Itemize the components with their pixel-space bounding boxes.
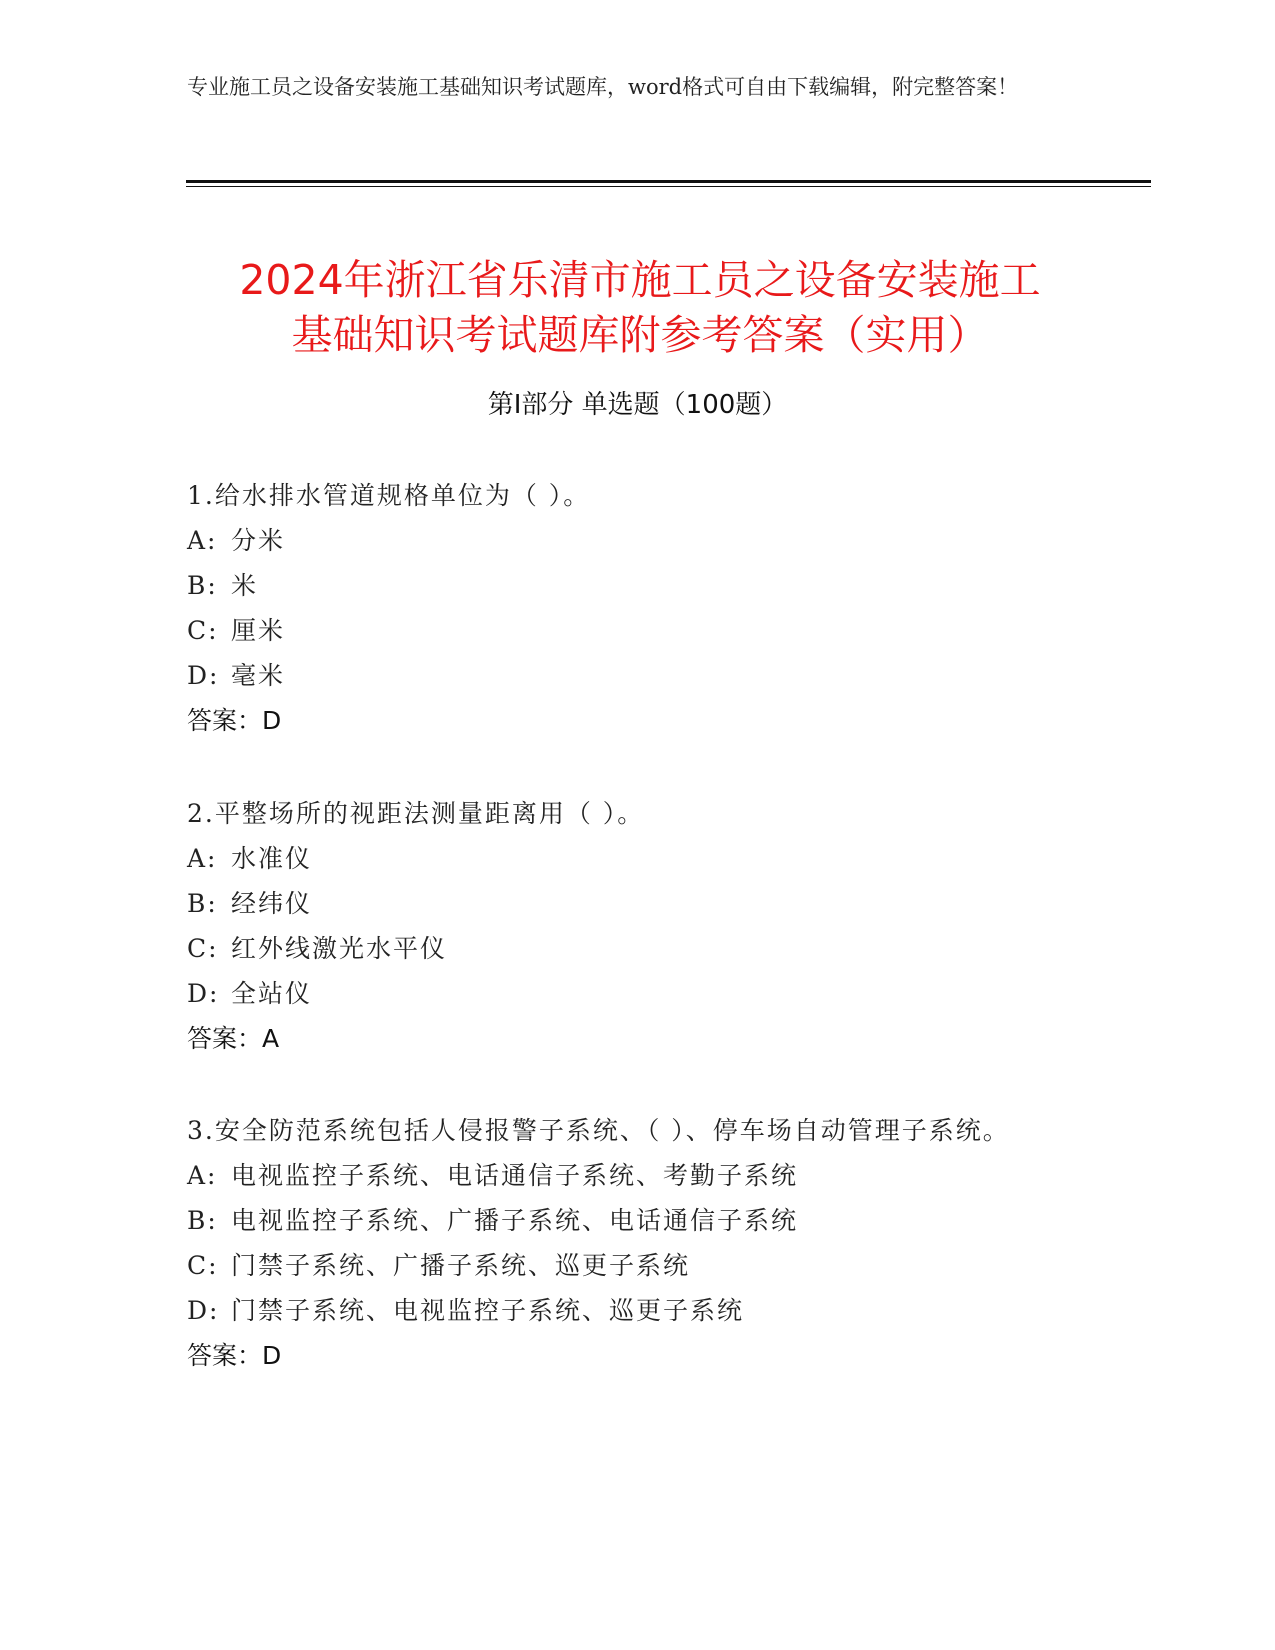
option-letter: C: xyxy=(187,934,219,963)
option-text: 红外线激光水平仪 xyxy=(231,934,448,963)
option-text: 门禁子系统、电视监控子系统、巡更子系统 xyxy=(231,1296,745,1325)
option-a xyxy=(187,518,1087,563)
option-letter: B: xyxy=(187,1206,218,1235)
document-title xyxy=(180,253,1100,363)
question-stem: 2.平整场所的视距法测量距离用（ ）。 xyxy=(187,799,645,828)
answer-line: 答案：D xyxy=(187,706,282,735)
option-text: 厘米 xyxy=(231,616,286,645)
option-b xyxy=(187,881,1087,926)
question-2 xyxy=(187,791,1087,1061)
header-note: 专业施工员之设备安装施工基础知识考试题库，word格式可自由下载编辑，附完整答案！ xyxy=(187,75,1019,99)
option-c xyxy=(187,926,1087,971)
option-letter: B: xyxy=(187,571,218,600)
option-text: 电视监控子系统、广播子系统、电话通信子系统 xyxy=(231,1206,799,1235)
option-text: 米 xyxy=(231,571,259,600)
option-c xyxy=(187,1243,1087,1288)
option-a xyxy=(187,836,1087,881)
question-1 xyxy=(187,473,1087,743)
answer-line: 答案：D xyxy=(187,1341,282,1370)
option-letter: C: xyxy=(187,616,219,645)
title-line-2: 基础知识考试题库附参考答案（实用） xyxy=(291,311,989,360)
question-3 xyxy=(187,1108,1087,1378)
option-letter: A: xyxy=(187,1161,218,1190)
option-text: 门禁子系统、广播子系统、巡更子系统 xyxy=(231,1251,691,1280)
option-letter: B: xyxy=(187,889,218,918)
question-stem: 1.给水排水管道规格单位为（ ）。 xyxy=(187,481,591,510)
option-text: 水准仪 xyxy=(231,844,313,873)
option-d xyxy=(187,653,1087,698)
question-stem: 3.安全防范系统包括人侵报警子系统、（ ）、停车场自动管理子系统。 xyxy=(187,1116,1010,1145)
option-text: 全站仪 xyxy=(231,979,313,1008)
option-letter: D: xyxy=(187,1296,220,1325)
section-heading: 第Ⅰ部分 单选题（100题） xyxy=(487,390,788,420)
option-text: 毫米 xyxy=(231,661,286,690)
option-text: 电视监控子系统、电话通信子系统、考勤子系统 xyxy=(231,1161,799,1190)
answer-line: 答案：A xyxy=(187,1024,280,1053)
option-letter: C: xyxy=(187,1251,219,1280)
option-a xyxy=(187,1153,1087,1198)
option-letter: A: xyxy=(187,844,218,873)
title-line-1: 2024年浙江省乐清市施工员之设备安装施工 xyxy=(239,256,1041,305)
option-c xyxy=(187,608,1087,653)
option-text: 分米 xyxy=(231,526,286,555)
option-d xyxy=(187,971,1087,1016)
option-b xyxy=(187,563,1087,608)
option-text: 经纬仪 xyxy=(231,889,313,918)
option-d xyxy=(187,1288,1087,1333)
option-b xyxy=(187,1198,1087,1243)
option-letter: D: xyxy=(187,661,220,690)
header-divider-thin xyxy=(186,186,1151,187)
option-letter: A: xyxy=(187,526,218,555)
option-letter: D: xyxy=(187,979,220,1008)
header-divider-thick xyxy=(186,180,1151,183)
